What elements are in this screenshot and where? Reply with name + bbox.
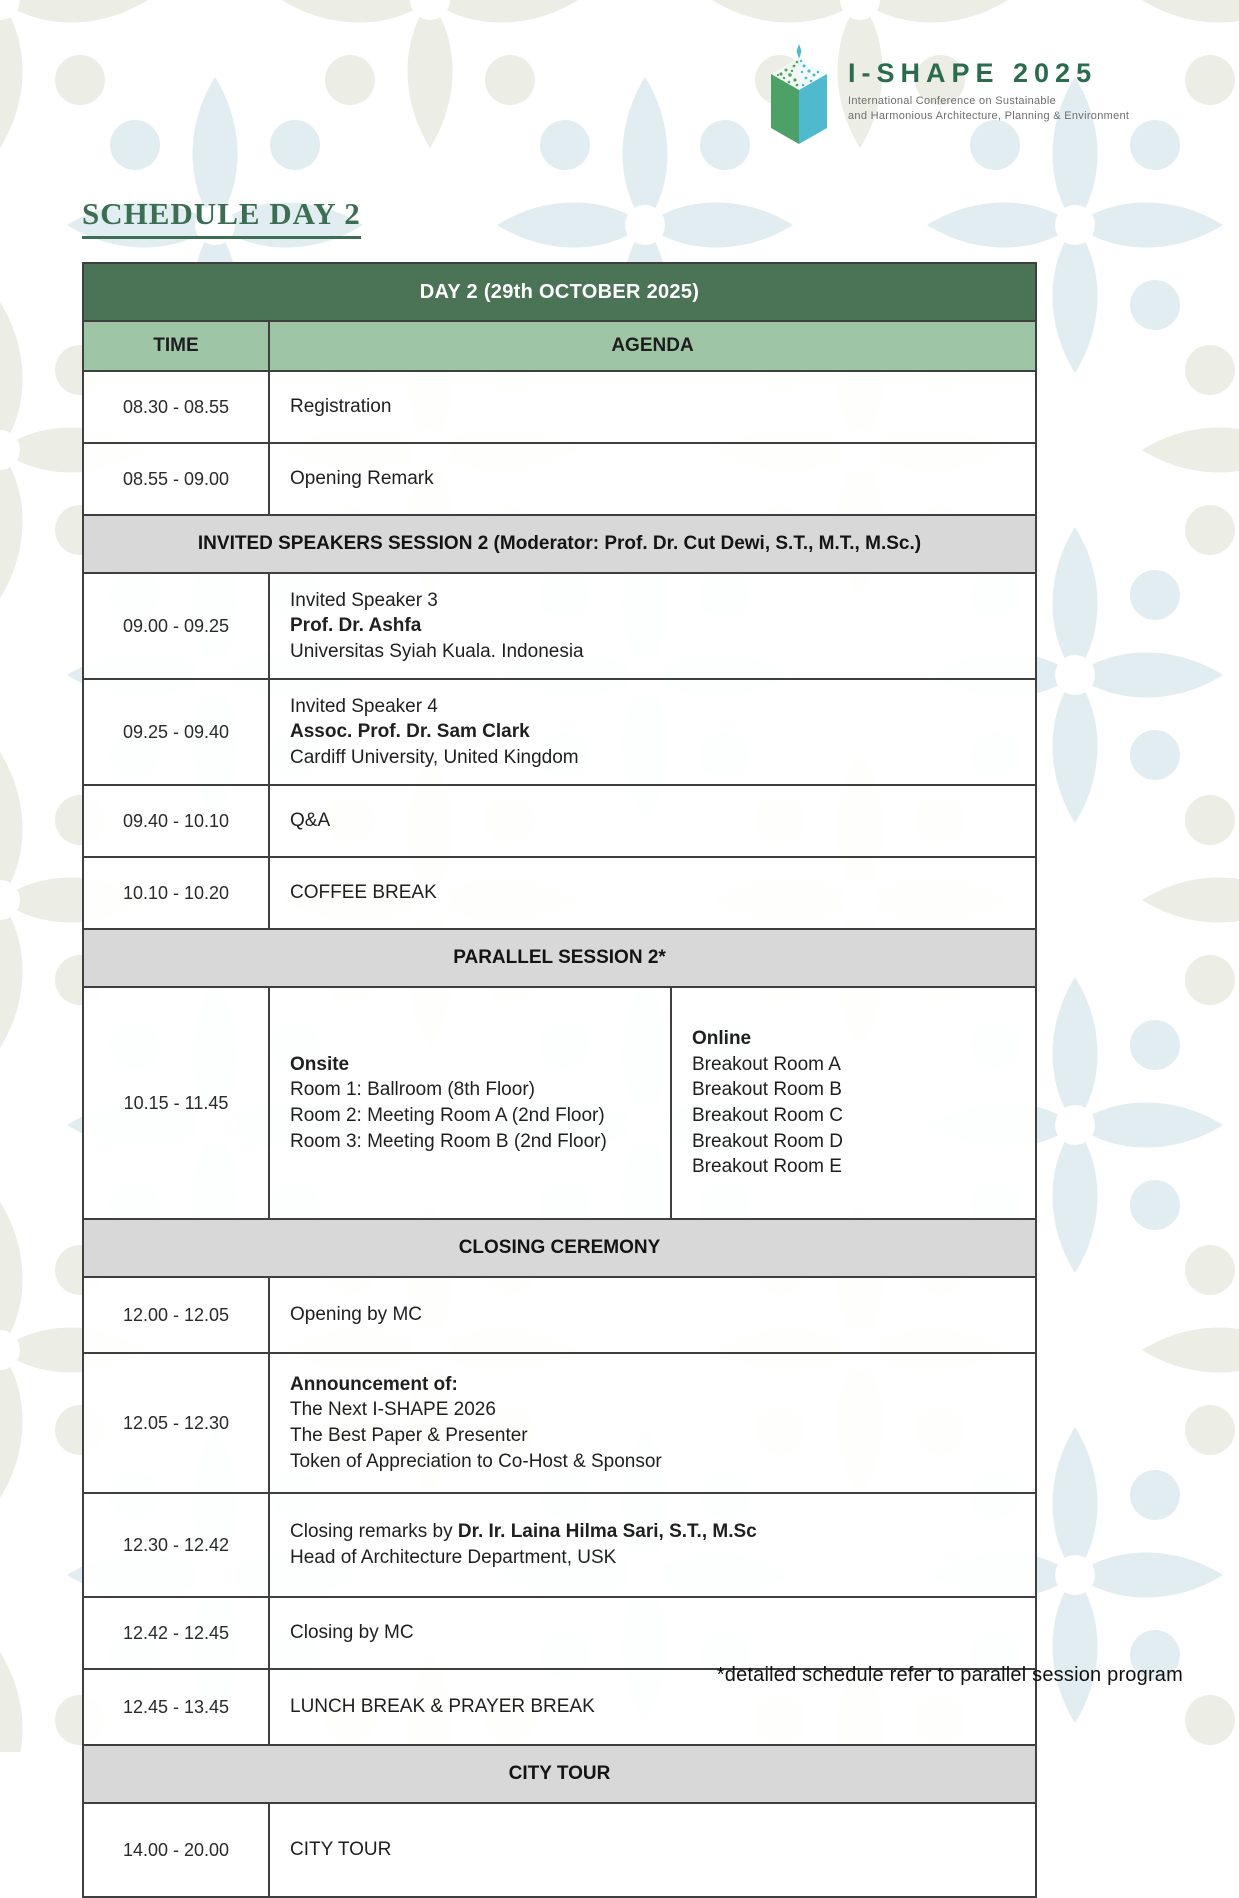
agenda-line: Invited Speaker 4 [290,695,438,717]
logo-text [848,44,1129,123]
agenda-line: CITY TOUR [290,1839,392,1861]
time-cell: 10.15 - 11.45 [83,987,269,1219]
col-time-header: TIME [83,321,269,371]
agenda-line: Breakout Room A [692,1053,841,1075]
agenda-line: Q&A [290,810,331,832]
col-agenda-header: AGENDA [269,321,1036,371]
conference-logo [768,44,1129,146]
table-row [83,573,1036,679]
agenda-line: Opening Remark [290,468,434,490]
agenda-cell [269,1493,1036,1597]
agenda-line: COFFEE BREAK [290,882,437,904]
agenda-cell [269,371,1036,443]
time-cell: 09.00 - 09.25 [83,573,269,679]
section-row [83,929,1036,987]
parallel-split [270,988,1035,1218]
table-row [83,785,1036,857]
logo-tagline [848,94,1129,123]
closing-remarks-speaker: Dr. Ir. Laina Hilma Sari, S.T., M.Sc [457,1521,757,1543]
table-row [83,679,1036,785]
agenda-line: Breakout Room D [692,1130,844,1152]
agenda-line: Room 3: Meeting Room B (2nd Floor) [290,1130,607,1152]
online-title: Online [692,1028,752,1050]
agenda-cell [269,573,1036,679]
table-row [83,1803,1036,1897]
table-row-parallel [83,987,1036,1219]
logo-cube-icon [768,44,830,146]
agenda-line: The Best Paper & Presenter [290,1425,528,1446]
table-title-row [83,263,1036,321]
agenda-line: Breakout Room B [692,1079,842,1101]
agenda-cell [269,857,1036,929]
agenda-line: Invited Speaker 3 [290,589,438,611]
agenda-line: Cardiff University, United Kingdom [290,746,579,768]
time-cell: 08.30 - 08.55 [83,371,269,443]
time-cell: 14.00 - 20.00 [83,1803,269,1897]
agenda-line: Prof. Dr. Ashfa [290,615,422,637]
time-cell: 12.05 - 12.30 [83,1353,269,1493]
section-label: INVITED SPEAKERS SESSION 2 (Moderator: Prof. Dr. Cut Dewi, S.T., M.T., M.Sc.) [83,515,1036,573]
agenda-cell [269,785,1036,857]
onsite-title: Onsite [290,1053,350,1075]
table-row [83,1353,1036,1493]
agenda-line: Breakout Room C [692,1105,844,1126]
agenda-line: Announcement of: [290,1373,458,1395]
closing-remarks-prefix: Closing remarks by [290,1521,458,1543]
agenda-line: Head of Architecture Department, USK [290,1547,617,1568]
logo-tagline-line1: International Conference on Sustainable [848,95,1057,107]
onsite-column [270,988,670,1218]
section-row [83,515,1036,573]
agenda-line: Room 1: Ballroom (8th Floor) [290,1079,535,1101]
schedule-table [82,262,1037,1898]
time-cell: 12.45 - 13.45 [83,1669,269,1745]
agenda-cell [269,1803,1036,1897]
agenda-cell [269,443,1036,515]
time-cell: 09.40 - 10.10 [83,785,269,857]
time-cell: 09.25 - 09.40 [83,679,269,785]
agenda-line: Breakout Room E [692,1156,842,1178]
page-title: SCHEDULE DAY 2 [82,196,361,239]
footnote: *detailed schedule refer to parallel session program [716,1664,1183,1686]
agenda-cell [269,1353,1036,1493]
section-row [83,1219,1036,1277]
online-column [670,988,1035,1218]
agenda-line: Registration [290,396,392,418]
time-cell: 12.00 - 12.05 [83,1277,269,1353]
agenda-line: LUNCH BREAK & PRAYER BREAK [290,1696,595,1718]
time-cell: 12.42 - 12.45 [83,1597,269,1669]
table-row [83,443,1036,515]
logo-title: I-SHAPE 2025 [848,58,1098,88]
agenda-cell [269,1277,1036,1353]
agenda-line: Opening by MC [290,1304,423,1326]
table-row [83,1493,1036,1597]
agenda-line: Assoc. Prof. Dr. Sam Clark [290,721,530,743]
column-header-row [83,321,1036,371]
agenda-line: Closing by MC [290,1622,414,1644]
agenda-line: Universitas Syiah Kuala. Indonesia [290,640,584,662]
table-row [83,371,1036,443]
table-row [83,857,1036,929]
time-cell: 08.55 - 09.00 [83,443,269,515]
table-title: DAY 2 (29th OCTOBER 2025) [83,263,1036,321]
section-label: PARALLEL SESSION 2* [83,929,1036,987]
section-label: CITY TOUR [83,1745,1036,1803]
logo-tagline-line2: and Harmonious Architecture, Planning & Environment [848,109,1130,122]
time-cell: 10.10 - 10.20 [83,857,269,929]
table-row [83,1277,1036,1353]
table-row [83,1597,1036,1669]
section-label: CLOSING CEREMONY [83,1219,1036,1277]
agenda-line [290,1519,1015,1545]
agenda-cell [269,679,1036,785]
agenda-line: The Next I-SHAPE 2026 [290,1399,496,1421]
agenda-line: Room 2: Meeting Room A (2nd Floor) [290,1105,605,1126]
agenda-line: Token of Appreciation to Co-Host & Sponsor [290,1450,662,1472]
section-row [83,1745,1036,1803]
agenda-cell [269,987,1036,1219]
agenda-cell [269,1597,1036,1669]
time-cell: 12.30 - 12.42 [83,1493,269,1597]
